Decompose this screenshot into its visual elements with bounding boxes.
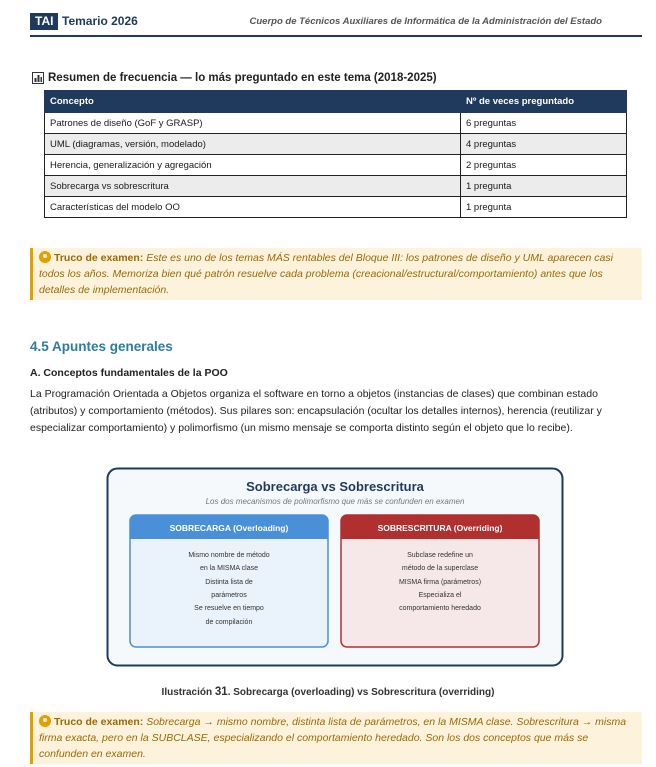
tip-label: Truco de examen:: [54, 252, 144, 264]
overloading-line: de compilación: [205, 619, 253, 626]
header-subtitle: Cuerpo de Técnicos Auxiliares de Informática de la Administración del Estado: [249, 16, 602, 27]
overloading-vs-overriding-figure: [106, 467, 564, 667]
overloading-line: Se resuelve en tiempo: [194, 605, 264, 612]
tip-text: Sobrecarga → mismo nombre, distinta lista de parámetros, en la MISMA clase. Sobrescritura → misma firma exacta, pero en la SUBCLASE, especializando el comportamiento heredado. Son los dos conceptos que más se confunden en examen.: [39, 716, 627, 760]
tip-text: Este es uno de los temas MÁS rentables del Bloque III: los patrones de diseño y UML aparecen casi todos los años. Memoriza bien qué patrón resuelve cada problema (creacional/estructural/comportamiento) antes que los detalles de implementación.: [39, 252, 613, 296]
body-paragraph: La Programación Orientada a Objetos organiza el software en torno a objetos (instancias de clases) que combinan estado (atributos) y comportamiento (métodos). Sus pilares son: encapsulación (ocultar los detalles internos), herencia (reutilizar y especializar comportamiento) y polimorfismo (un mismo mensaje se comporta distinto según el objeto que lo recibe).: [30, 388, 602, 434]
table-row: [45, 176, 627, 197]
table-cell: 4 preguntas: [461, 134, 627, 155]
table-cell: Sobrecarga vs sobrescritura: [45, 176, 461, 197]
caption-number: 31: [214, 686, 228, 698]
overloading-line: Distinta lista de: [205, 579, 253, 586]
exam-tip-box: [30, 248, 642, 300]
figure-title: Sobrecarga vs Sobrescritura: [246, 479, 424, 494]
table-row: [45, 113, 627, 134]
table-cell: 6 preguntas: [461, 113, 627, 134]
overloading-line: en la MISMA clase: [200, 565, 258, 572]
page-header: [30, 11, 642, 37]
column-header-concepto: Concepto: [45, 91, 461, 113]
overloading-line: parámetros: [211, 592, 247, 599]
header-title: Temario 2026: [62, 14, 138, 28]
overriding-header: SOBRESCRITURA (Overriding): [377, 523, 503, 533]
table-row: [45, 134, 627, 155]
overriding-line: método de la superclase: [401, 565, 479, 572]
table-header-row: [45, 91, 627, 113]
frequency-table: [44, 90, 627, 218]
table-cell: Características del modelo OO: [45, 197, 461, 218]
section-title: 4.5 Apuntes generales: [30, 339, 173, 354]
table-cell: 2 preguntas: [461, 155, 627, 176]
lightbulb-icon: [39, 251, 51, 263]
tip-label: Truco de examen:: [54, 716, 144, 728]
tai-badge: TAI: [30, 13, 58, 30]
table-cell: Herencia, generalización y agregación: [45, 155, 461, 176]
table-cell: 1 pregunta: [461, 176, 627, 197]
frequency-title-text: Resumen de frecuencia — lo más preguntado en este tema (2018-2025): [48, 72, 437, 84]
overloading-line: Mismo nombre de método: [188, 552, 270, 559]
overriding-line: MISMA firma (parámetros): [398, 579, 482, 586]
table-cell: 1 pregunta: [461, 197, 627, 218]
subsection-title: A. Conceptos fundamentales de la POO: [30, 367, 228, 379]
column-header-veces: Nº de veces preguntado: [461, 91, 627, 113]
frequency-title: [32, 72, 437, 84]
lightbulb-icon: [39, 715, 51, 727]
table-cell: Patrones de diseño (GoF y GRASP): [45, 113, 461, 134]
overriding-line: comportamiento heredado: [399, 605, 481, 612]
caption-prefix: Ilustración: [161, 687, 215, 698]
figure-subtitle: Los dos mecanismos de polimorfismo que más se confunden en examen: [205, 497, 465, 506]
table-row: [45, 197, 627, 218]
bar-chart-icon: [32, 72, 44, 84]
overloading-header: SOBRECARGA (Overloading): [169, 523, 289, 533]
exam-tip-box: [30, 712, 642, 764]
overriding-line: Especializa el: [418, 592, 462, 599]
table-cell: UML (diagramas, versión, modelado): [45, 134, 461, 155]
overriding-line: Subclase redefine un: [407, 552, 473, 559]
table-row: [45, 155, 627, 176]
figure-caption: [0, 686, 656, 698]
caption-text: . Sobrecarga (overloading) vs Sobrescritura (overriding): [227, 687, 495, 698]
